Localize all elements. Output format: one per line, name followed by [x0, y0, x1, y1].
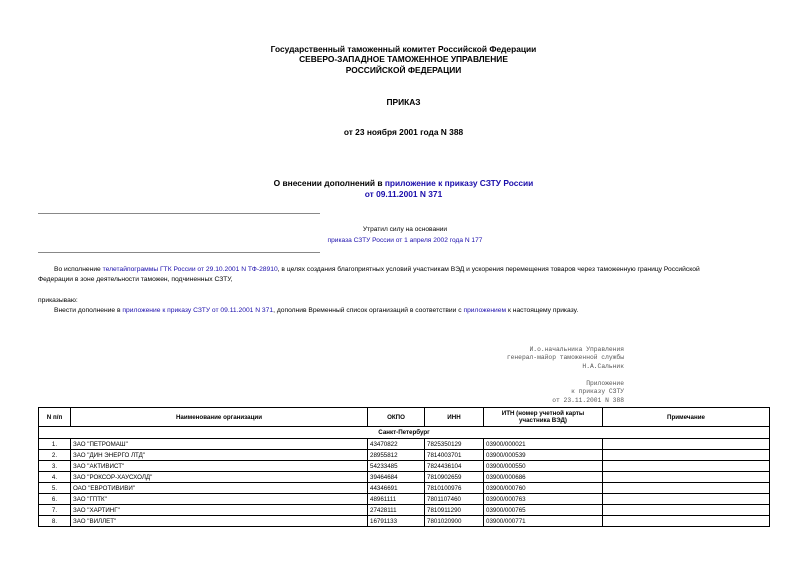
cell-okpo: 28955812 [368, 450, 425, 461]
cell-okpo: 48961111 [368, 494, 425, 505]
cell-inn: 7824436104 [425, 461, 484, 472]
cell-itn: 03900/000539 [484, 450, 603, 461]
header-itn-line-2: участника ВЭД) [519, 417, 567, 424]
cell-note [603, 516, 770, 527]
header-okpo: ОКПО [368, 408, 425, 427]
issuer-line-3: РОССИЙСКОЙ ФЕДЕРАЦИИ [345, 64, 462, 75]
cell-num: 6. [39, 494, 71, 505]
organizations-table [38, 407, 770, 527]
cell-itn: 03900/000686 [484, 472, 603, 483]
table-row [39, 450, 770, 461]
cell-num: 8. [39, 516, 71, 527]
order-suffix: к настоящему приказу. [506, 307, 579, 314]
table-header-row [39, 408, 770, 427]
document-subject [0, 178, 807, 199]
table-row [39, 461, 770, 472]
table-row [39, 505, 770, 516]
divider-bottom [38, 252, 320, 253]
cell-itn: 03900/000550 [484, 461, 603, 472]
cell-note [603, 494, 770, 505]
order-middle: , дополнив Временный список организаций в соответствии с [273, 307, 464, 314]
header-inn: ИНН [425, 408, 484, 427]
signature-block [507, 346, 624, 371]
cell-inn: 7801020900 [425, 516, 484, 527]
subject-prefix: О внесении дополнений в [273, 178, 385, 188]
signature-line-3: Н.А.Сальник [582, 362, 624, 370]
cell-note [603, 472, 770, 483]
preamble-text: , в целях создания благоприятных условий участникам ВЭД и ускорения перемещения товаров через таможенную границу Российской [277, 266, 700, 273]
issuer-header [0, 44, 807, 75]
preamble-link[interactable]: телетайпограммы ГТК России от 29.10.2001 N ТФ-28910 [102, 266, 278, 273]
cell-note [603, 505, 770, 516]
cell-name: ЗАО "АКТИВИСТ" [71, 461, 368, 472]
issuer-line-1: Государственный таможенный комитет Российской Федерации [270, 44, 537, 54]
cell-inn: 7801107460 [425, 494, 484, 505]
table-row [39, 483, 770, 494]
cell-num: 5. [39, 483, 71, 494]
cell-name: ЗАО "ПЕТРОМАШ" [71, 439, 368, 450]
cell-okpo: 44346691 [368, 483, 425, 494]
annulment-text: Утратил силу на основании [362, 226, 448, 233]
cell-num: 7. [39, 505, 71, 516]
cell-name: ЗАО "ХАРТИНГ" [71, 505, 368, 516]
preamble-paragraph [38, 265, 769, 275]
cell-itn: 03900/000771 [484, 516, 603, 527]
cell-itn: 03900/000021 [484, 439, 603, 450]
signature-line-1: И.о.начальника Управления [529, 346, 624, 353]
annulment-link[interactable]: приказа СЗТУ России от 1 апреля 2002 года N 177 [327, 236, 483, 244]
order-link-1[interactable]: приложение к приказу СЗТУ от 09.11.2001 N 371 [122, 307, 274, 314]
table-row [39, 494, 770, 505]
cell-name: ЗАО "РОКСОР-ХАУСХОЛД" [71, 472, 368, 483]
document-date: от 23 ноября 2001 года N 388 [343, 127, 464, 137]
cell-num: 2. [39, 450, 71, 461]
appendix-block [552, 380, 624, 405]
subject-link[interactable]: приложение к приказу СЗТУ России [384, 178, 534, 188]
cell-okpo: 16791133 [368, 516, 425, 527]
appendix-line-2: к приказу СЗТУ [571, 388, 624, 396]
cell-num: 1. [39, 439, 71, 450]
cell-num: 3. [39, 461, 71, 472]
cell-name: ОАО "ЕВРОТИВИВИ" [71, 483, 368, 494]
cell-name: ЗАО "ГПТК" [71, 494, 368, 505]
header-itn-line-1: ИТН (номер учетной карты [501, 410, 585, 417]
appendix-line-3: от 23.11.2001 N 388 [552, 396, 624, 404]
header-note: Примечание [603, 408, 770, 427]
region-cell: Санкт-Петербург [39, 427, 770, 439]
signature-line-2: генерал-майор таможенной службы [506, 354, 624, 362]
cell-note [603, 461, 770, 472]
cell-note [603, 450, 770, 461]
header-name: Наименование организации [71, 408, 368, 427]
appendix-line-1: Приложение [586, 380, 624, 387]
order-link-2[interactable]: приложением [463, 307, 507, 314]
cell-inn: 7814003701 [425, 450, 484, 461]
cell-inn: 7825350129 [425, 439, 484, 450]
subject-link-date[interactable]: от 09.11.2001 N 371 [364, 188, 443, 199]
cell-name: ЗАО "ВИЛЛЕТ" [71, 516, 368, 527]
cell-inn: 7810911290 [425, 505, 484, 516]
annulment-note [270, 225, 540, 247]
document-type: ПРИКАЗ [386, 97, 421, 107]
cell-inn: 7810902659 [425, 472, 484, 483]
cell-okpo: 27428111 [368, 505, 425, 516]
region-row [39, 427, 770, 439]
header-num: N п/п [39, 408, 71, 427]
table-row [39, 516, 770, 527]
cell-num: 4. [39, 472, 71, 483]
cell-itn: 03900/000763 [484, 494, 603, 505]
cell-itn: 03900/000765 [484, 505, 603, 516]
preamble-prefix: Во исполнение [54, 266, 103, 273]
cell-inn: 7810100976 [425, 483, 484, 494]
cell-okpo: 54233485 [368, 461, 425, 472]
order-prefix: Внести дополнение в [54, 307, 123, 314]
cell-okpo: 39464684 [368, 472, 425, 483]
cell-note [603, 483, 770, 494]
header-itn [484, 408, 603, 427]
table-row [39, 472, 770, 483]
cell-okpo: 43470822 [368, 439, 425, 450]
order-paragraph [54, 306, 769, 316]
divider-top [38, 213, 320, 214]
cell-note [603, 439, 770, 450]
table-row [39, 439, 770, 450]
issuer-line-2: СЕВЕРО-ЗАПАДНОЕ ТАМОЖЕННОЕ УПРАВЛЕНИЕ [299, 54, 508, 65]
order-word: приказываю: [38, 297, 78, 304]
cell-name: ЗАО "ДИН ЭНЕРГО ЛТД" [71, 450, 368, 461]
preamble-line-2: Федерации в зоне деятельности таможен, подчиненных СЗТУ, [38, 276, 233, 283]
cell-itn: 03900/000760 [484, 483, 603, 494]
